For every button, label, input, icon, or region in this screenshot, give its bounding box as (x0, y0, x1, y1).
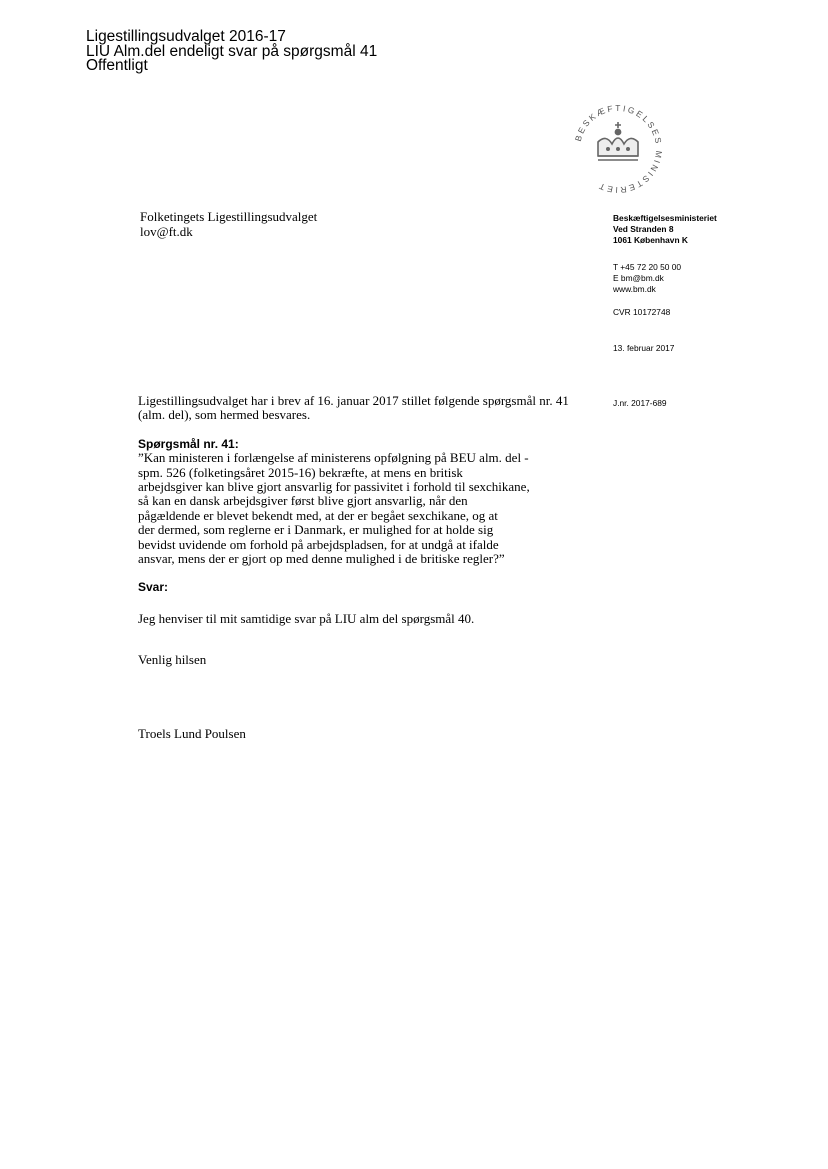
question-line: ”Kan ministeren i forlængelse af ministerens opfølgning på BEU alm. del - (138, 450, 529, 466)
question-line: spm. 526 (folketingsåret 2015-16) bekræfte, at mens en britisk (138, 464, 463, 480)
sender-block (613, 213, 813, 354)
recipient-block (140, 209, 317, 239)
journal-number: J.nr. 2017-689 (613, 398, 667, 408)
answer-heading: Svar: (138, 580, 169, 595)
header-title-line: LIU Alm.del endeligt svar på spørgsmål 41 (86, 42, 378, 60)
question-line: pågældende er blevet bekendt med, at der er begået sexchikane, og at (138, 507, 498, 523)
question-line: ansvar, mens der er gjort op med denne mulighed i de britiske regler?” (138, 551, 505, 567)
crown-icon (598, 122, 638, 160)
document-header (86, 30, 506, 74)
sender-street: Ved Stranden 8 (613, 224, 674, 234)
recipient-email: lov@ft.dk (140, 224, 193, 239)
intro-paragraph (138, 394, 588, 423)
question-line: bevidst uvidende om forhold på arbejdspladsen, for at undgå at ifalde (138, 536, 499, 552)
closing-greeting: Venlig hilsen (138, 652, 207, 668)
question-line: så kan en dansk arbejdsgiver først blive gjort ansvarlig, når den (138, 493, 468, 509)
intro-line: (alm. del), som hermed besvares. (138, 407, 311, 423)
sender-cvr: CVR 10172748 (613, 307, 671, 317)
header-status-line: Offentligt (86, 57, 148, 74)
recipient-name: Folketingets Ligestillingsudvalget (140, 209, 318, 224)
sender-phone: T +45 72 20 50 00 (613, 262, 682, 272)
question-line: der dermed, som reglerne er i Danmark, er mulighed for at holde sig (138, 522, 494, 538)
sender-org: Beskæftigelsesministeriet (613, 213, 717, 223)
logo-ring-text: BESKÆFTIGELSES MINISTERIET (572, 104, 665, 194)
letter-date: 13. februar 2017 (613, 343, 675, 353)
sender-city: 1061 København K (613, 235, 688, 245)
question-heading: Spørgsmål nr. 41: (138, 436, 239, 451)
header-committee-line: Ligestillingsudvalget 2016-17 (86, 28, 286, 45)
sender-web: www.bm.dk (613, 284, 656, 294)
ministry-logo (568, 104, 668, 194)
answer-paragraph: Jeg henviser til mit samtidige svar på LIU alm del spørgsmål 40. (138, 610, 475, 626)
signature-name: Troels Lund Poulsen (138, 725, 246, 741)
sender-email: E bm@bm.dk (613, 273, 664, 283)
letter-body (138, 394, 588, 741)
question-paragraph (138, 451, 588, 566)
intro-line: Ligestillingsudvalget har i brev af 16. januar 2017 stillet følgende spørgsmål nr. 41 (138, 393, 569, 408)
question-line: arbejdsgiver kan blive gjort ansvarlig for passivitet i forhold til sexchikane, (138, 479, 530, 495)
